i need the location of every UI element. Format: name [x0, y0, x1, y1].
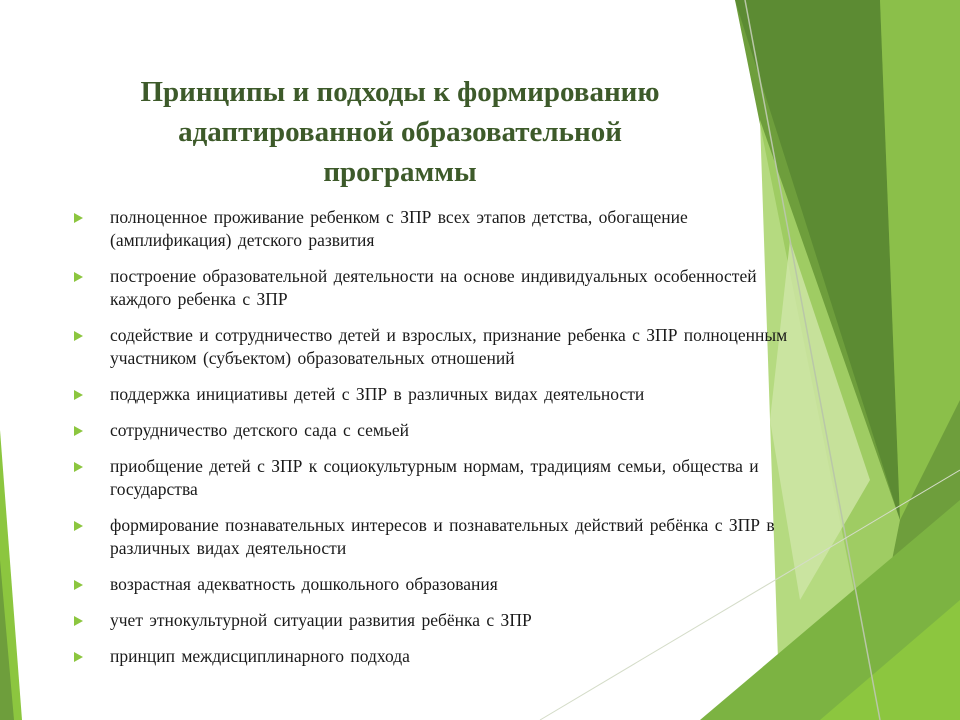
- list-item-text: полноценное проживание ребенком с ЗПР всех этапов детства, обогащение (амплификация) детского развития: [110, 207, 688, 250]
- triangle-right-icon: [74, 390, 83, 400]
- slide-title-line: адаптированной образовательной: [178, 116, 622, 148]
- list-item-text: возрастная адекватность дошкольного образования: [110, 574, 498, 594]
- triangle-right-icon: [74, 652, 83, 662]
- list-item-text: содействие и сотрудничество детей и взрослых, признание ребенка с ЗПР полноценным участником (субъектом) образовательных отношений: [110, 325, 788, 368]
- list-item: [74, 645, 794, 668]
- slide-title-line: Принципы и подходы к формированию: [140, 76, 660, 108]
- list-item-text: построение образовательной деятельности на основе индивидуальных особенностей каждого ребенка с ЗПР: [110, 266, 757, 309]
- triangle-right-icon: [74, 616, 83, 626]
- list-item: [74, 206, 794, 252]
- list-item: [74, 324, 794, 370]
- list-item: [74, 514, 794, 560]
- list-item: [74, 455, 794, 501]
- triangle-right-icon: [74, 462, 83, 472]
- list-item-text: принцип междисциплинарного подхода: [110, 646, 410, 666]
- principles-list: [74, 206, 794, 681]
- list-item-text: учет этнокультурной ситуации развития ребёнка с ЗПР: [110, 610, 532, 630]
- list-item: [74, 265, 794, 311]
- list-item-text: сотрудничество детского сада с семьей: [110, 420, 410, 440]
- slide-title-line: программы: [323, 156, 477, 188]
- triangle-right-icon: [74, 580, 83, 590]
- list-item-text: приобщение детей с ЗПР к социокультурным нормам, традициям семьи, общества и государства: [110, 456, 759, 499]
- list-item: [74, 573, 794, 596]
- list-item: [74, 383, 794, 406]
- triangle-right-icon: [74, 213, 83, 223]
- list-item-text: формирование познавательных интересов и познавательных действий ребёнка с ЗПР в различных видах деятельности: [110, 515, 775, 558]
- list-item: [74, 609, 794, 632]
- list-item-text: поддержка инициативы детей с ЗПР в различных видах деятельности: [110, 384, 645, 404]
- list-item: [74, 419, 794, 442]
- triangle-right-icon: [74, 331, 83, 341]
- triangle-right-icon: [74, 426, 83, 436]
- triangle-right-icon: [74, 272, 83, 282]
- triangle-right-icon: [74, 521, 83, 531]
- slide-title: [80, 72, 720, 192]
